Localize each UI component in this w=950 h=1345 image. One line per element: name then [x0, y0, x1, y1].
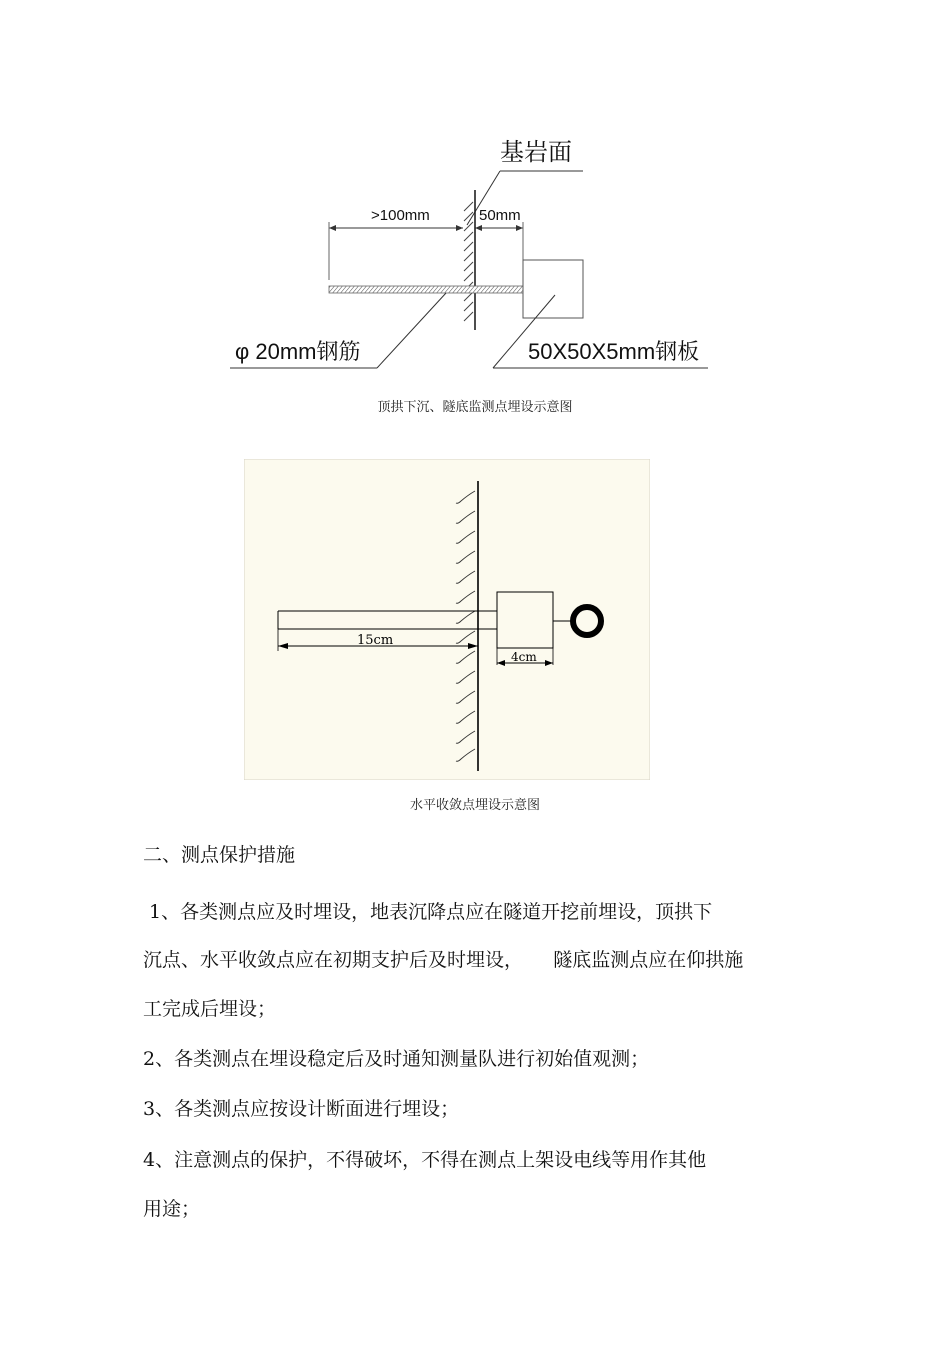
item1-line3: 工完成后埋设；: [143, 998, 277, 1020]
dim-label-right: 50mm: [479, 207, 521, 224]
figure1-caption: 顶拱下沉、隧底监测点埋设示意图: [377, 400, 573, 415]
horizontal-convergence-diagram: [244, 459, 650, 780]
section-heading: 二、测点保护措施: [143, 844, 296, 866]
crown-settlement-diagram: [225, 130, 725, 390]
dim-label-left: >100mm: [371, 207, 430, 224]
bedrock-surface-label: 基岩面: [500, 139, 572, 166]
rebar: [329, 286, 523, 293]
item4-line1: 4、注意测点的保护，不得破坏，不得在测点上架设电线等用作其他: [143, 1149, 707, 1171]
steel-plate-label: 50X50X5mm钢板: [528, 339, 700, 364]
item1-line2: 沉点、水平收敛点应在初期支护后及时埋设， 隧底监测点应在仰拱施: [143, 949, 744, 971]
item3: 3、各类测点应按设计断面进行埋设；: [143, 1098, 460, 1120]
rod-length-label: 15cm: [357, 633, 394, 648]
item1-line1: 1、各类测点应及时埋设，地表沉降点应在隧道开挖前埋设，顶拱下: [143, 901, 713, 923]
item4-line2: 用途；: [143, 1198, 201, 1220]
rebar-label: φ 20mm钢筋: [235, 339, 361, 364]
steel-plate: [523, 260, 583, 318]
diagram-background: [244, 459, 650, 780]
figure2-caption: 水平收敛点埋设示意图: [409, 798, 540, 813]
item2: 2、各类测点在埋设稳定后及时通知测量队进行初始值观测；: [143, 1048, 650, 1070]
block-width-label: 4cm: [511, 650, 537, 664]
